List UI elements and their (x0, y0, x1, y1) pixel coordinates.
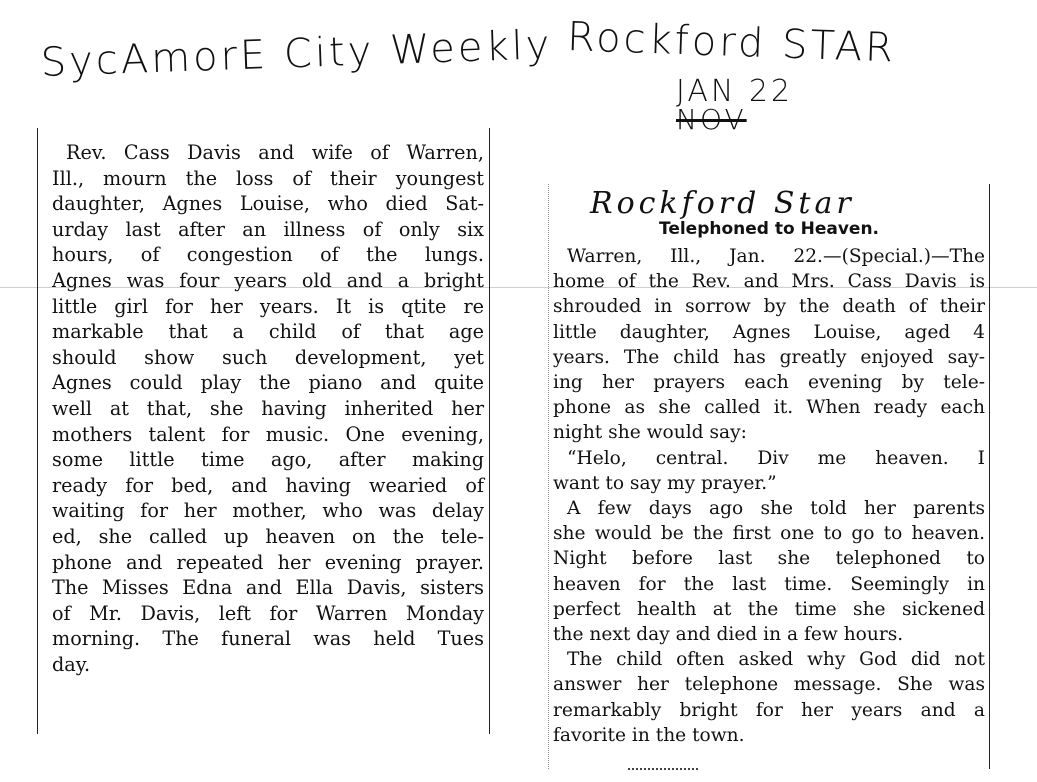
article-line: some little time ago, after making (52, 448, 484, 472)
article-line: waiting for her mother, who was delay (52, 499, 484, 523)
article-line: night she would say: (553, 422, 747, 444)
article-line: urday last after an illness of only six (52, 217, 484, 241)
article-line: shrouded in sorrow by the death of their (553, 296, 985, 318)
article-line: well at that, she having inherited her (52, 396, 484, 420)
article-line: should show such development, yet (52, 345, 484, 369)
article-line: heaven for the last time. Seemingly in (553, 573, 985, 595)
article-line: Night before last she telephoned to (553, 548, 985, 570)
article-line: perfect health at the time she sickened (553, 598, 985, 620)
article-line: little daughter, Agnes Louise, aged 4 (553, 321, 985, 343)
article-line: favorite in the town. (553, 724, 745, 746)
article-headline: Telephoned to Heaven. (658, 219, 880, 239)
article-line: day. (52, 652, 91, 676)
article-line: of Mr. Davis, left for Warren Monday (52, 601, 484, 625)
article-line: mothers talent for music. One evening, (52, 422, 484, 446)
left-article (52, 140, 484, 677)
article-line: Warren, Ill., Jan. 22.—(Special.)—The (567, 246, 985, 267)
article-line: Agnes could play the piano and quite (52, 371, 484, 395)
article-line: The Misses Edna and Ella Davis, sisters (52, 576, 484, 600)
article-line: want to say my prayer.” (553, 472, 777, 494)
handwritten-source-note: SycAmorE City Weekly (40, 22, 554, 86)
article-line: markable that a child of that age (52, 320, 484, 344)
article-line: morning. The funeral was held Tues (52, 627, 484, 651)
article-line: she would be the first one to go to heaven. (553, 523, 985, 545)
article-line: Ill., mourn the loss of their youngest (52, 166, 484, 190)
article-line: Rev. Cass Davis and wife of Warren, (66, 141, 484, 164)
article-line: daughter, Agnes Louise, who died Sat- (52, 192, 484, 216)
handwritten-newspaper-name: Rockford STAR (566, 14, 897, 72)
article-line: A few days ago she told her parents (567, 498, 985, 520)
article-line: the next day and died in a few hours. (553, 624, 904, 646)
article-line: years. The child has greatly enjoyed say- (553, 346, 985, 368)
right-article (553, 244, 985, 748)
article-line: little girl for her years. It is qtite re (52, 294, 484, 318)
article-line: phone and repeated her evening prayer. (52, 550, 484, 574)
handwritten-clipping-label: Rockford Star (590, 186, 855, 221)
article-line: ready for bed, and having wearied of (52, 473, 484, 497)
article-line: hours, of congestion of the lungs. (52, 243, 484, 267)
article-line: phone as she called it. When ready each (553, 397, 985, 419)
article-line: ed, she called up heaven on the tele- (52, 524, 484, 548)
scan-artifact-dash (628, 768, 698, 771)
handwritten-date: JAN 22 (676, 74, 793, 109)
article-line: remarkably bright for her years and a (553, 699, 985, 721)
article-line: home of the Rev. and Mrs. Cass Davis is (553, 271, 985, 293)
article-line: answer her telephone message. She was (553, 674, 985, 696)
article-line: ing her prayers each evening by tele- (553, 372, 985, 394)
article-line: Agnes was four years old and a bright (52, 268, 484, 292)
handwritten-crossed-out-month: NOV (676, 103, 747, 136)
article-line: The child often asked why God did not (567, 649, 985, 671)
article-line: “Helo, central. Div me heaven. I (567, 447, 985, 469)
